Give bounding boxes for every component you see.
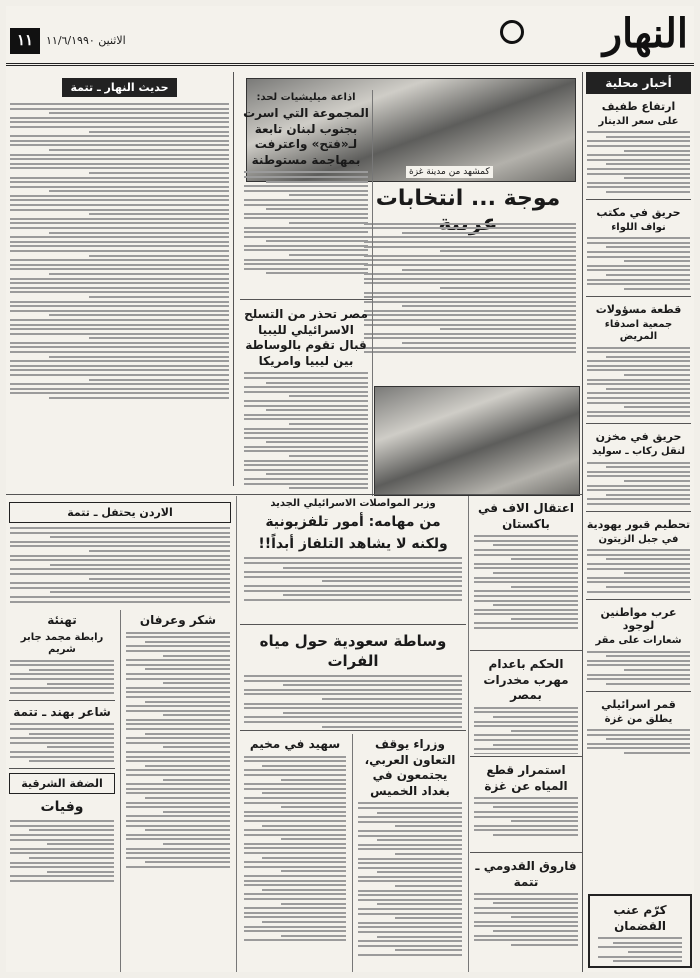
body-text (244, 756, 346, 942)
hadith-heading: حديث النهار ـ تتمة (62, 78, 176, 97)
lebanon-article (240, 90, 372, 300)
article-body (360, 220, 580, 380)
article-headline: استمرار قطع المياه عن غزة (484, 763, 568, 793)
article-kicker: وزير المواصلات الاسرائيلي الجديد (270, 498, 436, 509)
body-text (587, 462, 690, 505)
page-number: ١١ (10, 28, 40, 54)
body-text (587, 347, 690, 418)
item-title: تحطيم قبور يهودية (586, 518, 691, 531)
body-text (358, 802, 462, 956)
newspaper-brand: النهار (602, 10, 688, 57)
article-headline: من مهامه: أمور تلفزيونية (265, 514, 441, 530)
body-text (244, 171, 368, 274)
item-title: عرب مواطنين لوجود (600, 605, 677, 633)
local-news-item (583, 606, 694, 685)
newspaper-page (6, 6, 694, 972)
article-headline: اعتقال الاف في باكستان (477, 501, 575, 531)
item-subtitle: في جبل الزيتون (598, 533, 679, 545)
item-subtitle: نواف اللواء (611, 221, 666, 233)
item-title: قطعة مسؤولات (595, 302, 682, 316)
notice-title: تهنئة (47, 613, 77, 627)
body-text (126, 632, 230, 868)
notices-column-b (122, 610, 234, 972)
euphrates-article (240, 628, 466, 728)
hadith-column (6, 72, 234, 486)
photo-caption: كمشهد من مدينة غزة (406, 166, 493, 178)
body-text (10, 723, 114, 762)
article-headline: وزراء يوقف التعاون العربي، يجتمعون في بغداد الخميس (364, 737, 456, 798)
body-text (587, 729, 690, 754)
local-news-heading: أخبار محلية (586, 72, 691, 94)
masthead (6, 6, 694, 66)
notice-title: شاعر بهند ـ تتمة (13, 704, 111, 719)
body-text (587, 237, 690, 290)
local-news-column (582, 72, 694, 972)
item-subtitle: لنقل ركاب ـ سوليد (592, 446, 685, 458)
article-headline-2: ولكنه لا يشاهد التلفاز أبداً!! (258, 536, 448, 553)
article-headline: مصر تحذر من التسلح الاسرائيلي لليبيا قبال تقوم بالوساطة بين ليبيا وامريكا (244, 307, 368, 368)
item-subtitle: يطلق من غزة (604, 713, 673, 725)
article-headline: وساطة سعودية حول مياه الفرات (259, 632, 447, 670)
egypt-libya-article (240, 304, 372, 490)
body-text (244, 372, 368, 489)
issue-date: الاثنين ١١/٦/١٩٩٠ (46, 34, 126, 47)
item-title: حريق في مكتب (596, 205, 681, 219)
body-text (244, 675, 462, 728)
body-text (587, 131, 690, 193)
main-headline: موجة ... انتخابات (375, 186, 561, 211)
body-text (587, 549, 690, 592)
pakistan-article (470, 498, 582, 648)
item-subtitle: جمعية اصدقاء المريض (604, 318, 673, 342)
notice-title: الضفة الشرقية (9, 773, 115, 794)
body-text (474, 707, 578, 754)
body-text (10, 660, 114, 694)
local-news-item (583, 206, 694, 290)
local-news-item (583, 430, 694, 505)
local-news-item (583, 303, 694, 418)
israeli-minister-article (240, 498, 466, 622)
jordan-article (6, 498, 234, 608)
notices-column-a (6, 610, 118, 972)
local-news-item (583, 518, 694, 593)
item-subtitle: شعارات على مقر (595, 635, 682, 647)
item-subtitle: على سعر الدينار (598, 115, 679, 127)
body-text (474, 535, 578, 629)
article-headline: فاروق القدومي ـ تتمة (475, 859, 577, 889)
local-news-item (583, 698, 694, 754)
gaza-water-article (470, 760, 582, 850)
item-title: حريق في مخزن (595, 430, 682, 444)
egypt-drugs-article (470, 654, 582, 754)
brand-logo-icon (500, 20, 524, 44)
body-text (474, 893, 578, 946)
arab-cooperation-article (354, 734, 466, 972)
article-headline: الحكم باعدام مهرب مخدرات بمصر (483, 657, 569, 703)
notice-subtitle: وفيات (40, 799, 84, 816)
footer-notice-box (588, 894, 692, 968)
notice-subtitle: رابطة مجمد جابر شريم (20, 631, 104, 656)
item-title: ارتفاع طفيف (601, 100, 676, 113)
body-text (10, 103, 229, 399)
footer-notice-title: كرّم عنب القضمان (613, 903, 667, 933)
body-text (10, 820, 114, 882)
article-headline: المجموعة التي اسرت بجنوب لبنان تابعة لـ«فتح» واعترفت بمهاجمة مستوطنة (243, 106, 369, 167)
local-news-item (583, 100, 694, 193)
item-title: قمر اسرائيلي (601, 697, 676, 711)
body-text (587, 651, 690, 685)
article-kicker: اذاعة ميليشيات لحد: (256, 92, 356, 103)
qaddoumi-article (470, 856, 582, 972)
body-text (474, 797, 578, 836)
news-photo-center (374, 386, 580, 496)
article-headline: الاردن يحتفل ـ تتمة (9, 502, 231, 523)
body-text (10, 527, 230, 603)
body-text (598, 937, 682, 962)
article-headline: سهيد في مخيم (249, 737, 341, 751)
notice-title: شكر وعرفان (139, 613, 217, 627)
body-text (244, 557, 462, 600)
camp-martyr-article (240, 734, 350, 972)
